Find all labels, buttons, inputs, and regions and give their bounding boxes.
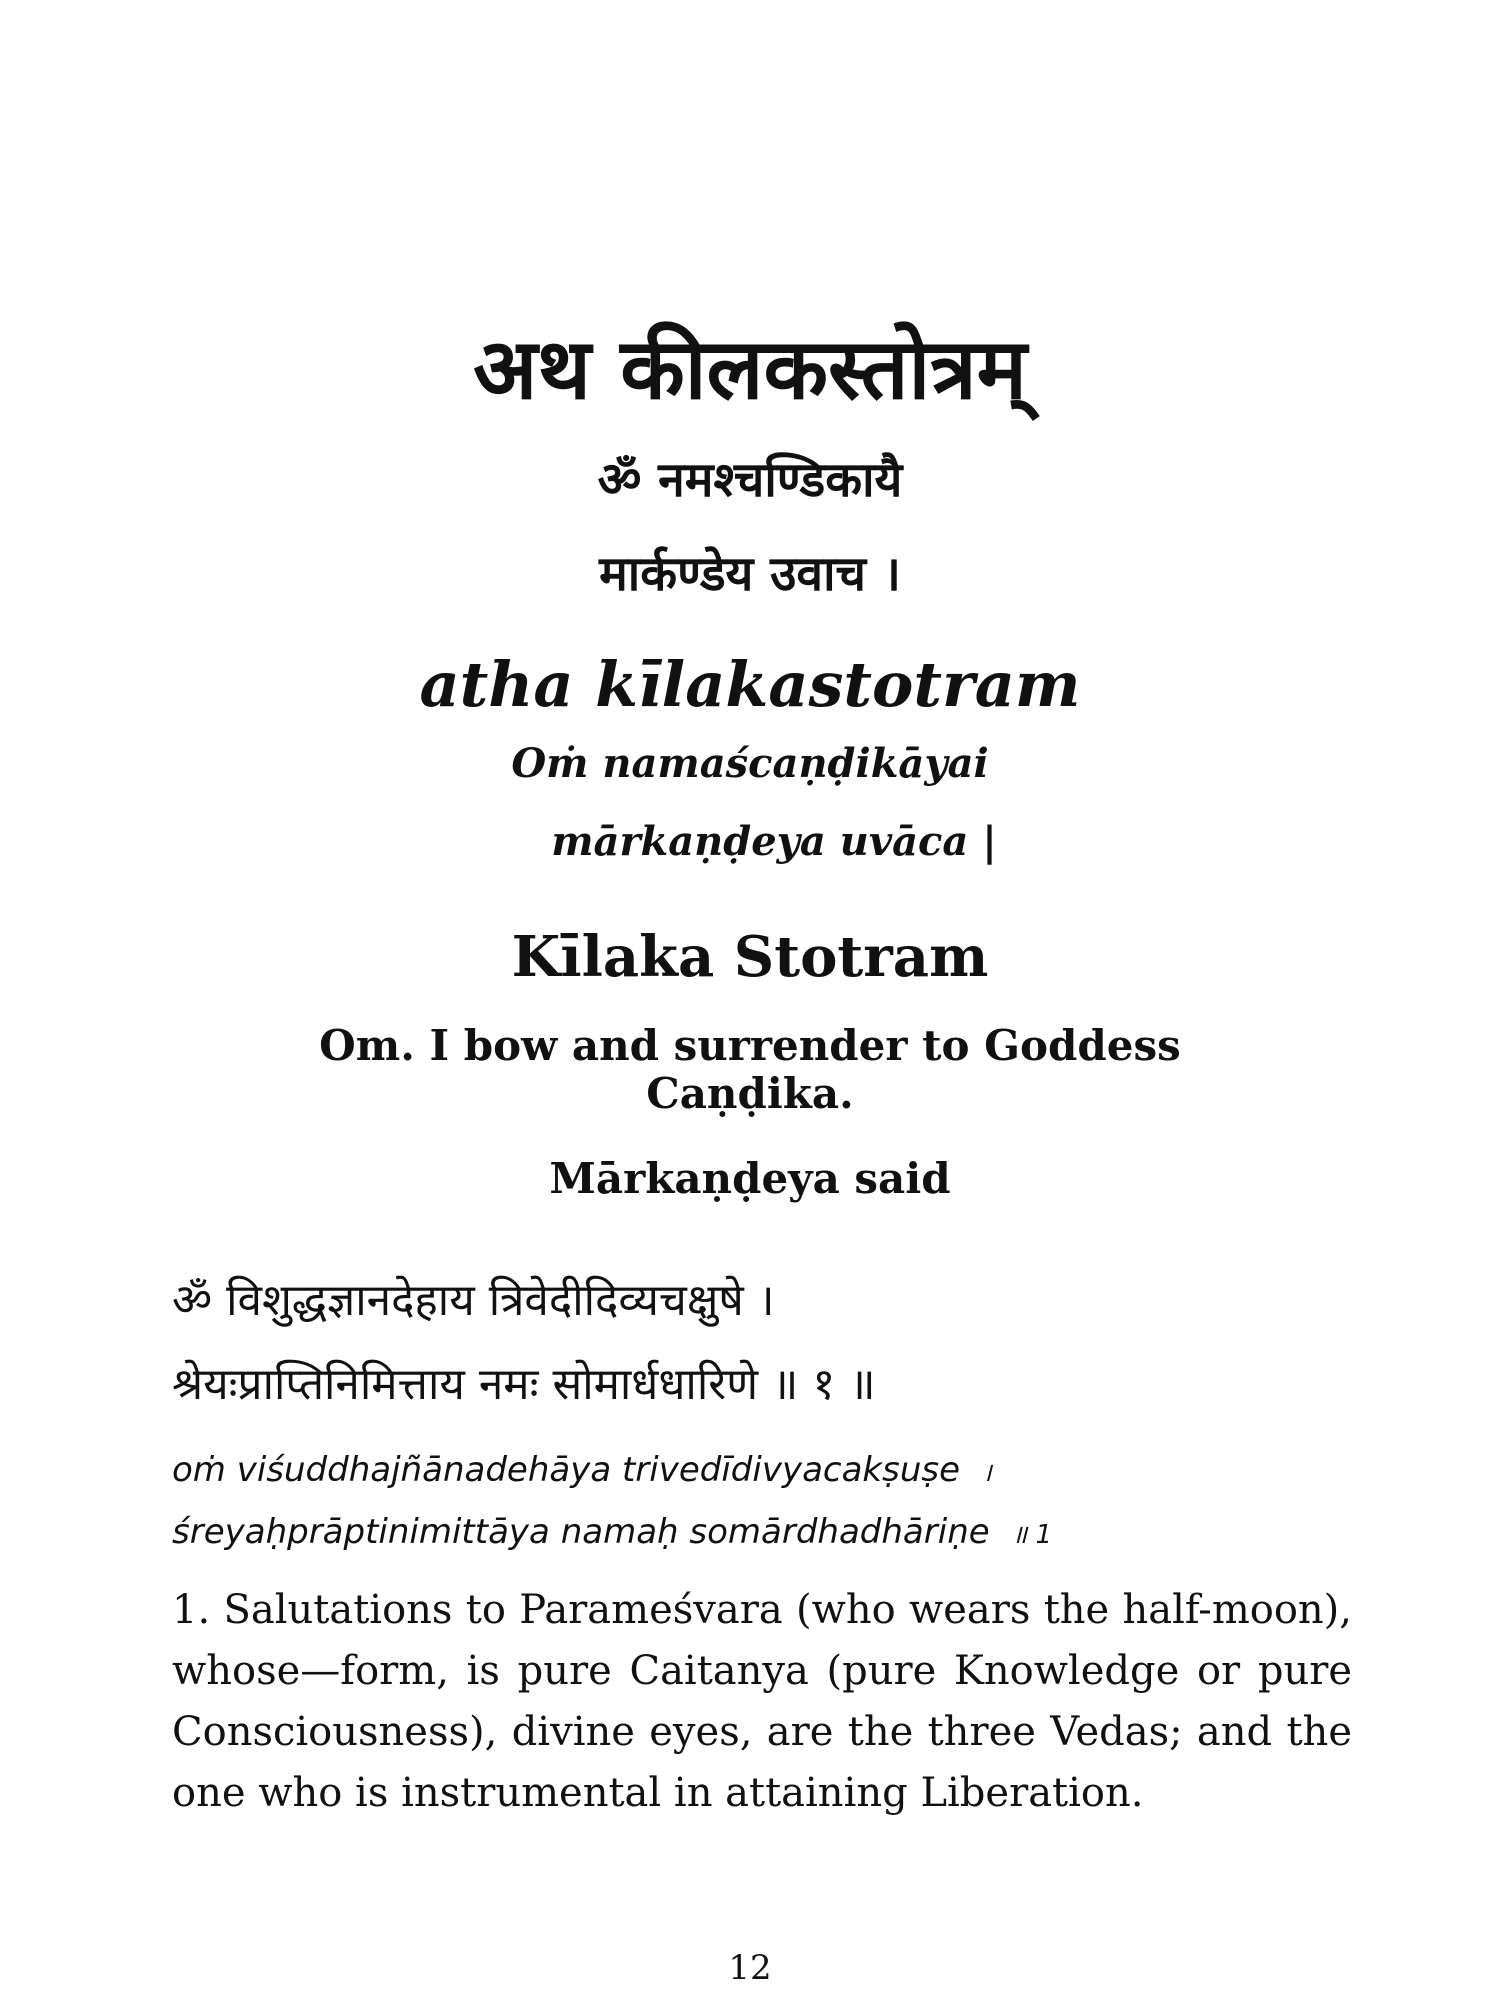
verse-danda-mark: ।: [982, 1458, 992, 1488]
devanagari-title: अथ कीलकस्तोत्रम्: [473, 320, 1027, 418]
verse-devanagari-line-2: श्रेयःप्राप्तिनिमित्ताय नमः सोमार्धधारिणे ॥ १ ॥: [172, 1359, 876, 1410]
verse-devanagari-line-1: ॐ विशुद्धज्ञानदेहाय त्रिवेदीदिव्यचक्षुषे ।: [172, 1275, 775, 1326]
verse-transliterated-line-2: [172, 1512, 1052, 1552]
verse-transliterated-line-1: [172, 1450, 992, 1490]
english-invocation: Om. I bow and surrender to Goddess Caṇḍika.: [319, 1021, 1181, 1118]
transliterated-invocation: Oṁ namaścaṇḍikāyai: [511, 740, 989, 787]
english-title: Kīlaka Stotram: [511, 924, 989, 990]
transliterated-title: atha kīlakastotram: [419, 648, 1081, 721]
english-speaker-line: Mārkaṇḍeya said: [549, 1154, 951, 1203]
transliterated-speaker-line: mārkaṇḍeya uvāca |: [551, 818, 997, 865]
devanagari-invocation: ॐ नमश्चण्डिकायै: [597, 452, 903, 508]
page-number: 12: [728, 1948, 772, 1988]
verse-translation: 1. Salutations to Parameśvara (who wears the half-moon), whose—form, is pure Caitanya (pure Knowledge or pure Consciousness), divine eyes, are the three Vedas; and the one who is instrumental in attaining Liberation.: [172, 1587, 1352, 1816]
devanagari-speaker-line: मार्कण्डेय उवाच ।: [599, 546, 901, 602]
verse-transliterated-line-1-text: oṁ viśuddhajñānadehāya trivedīdivyacakṣuṣe: [172, 1450, 961, 1490]
verse-transliterated-line-2-text: śreyaḥprāptinimittāya namaḥ somārdhadhāriṇe: [172, 1512, 990, 1552]
verse-number-mark: ॥ 1: [1011, 1520, 1053, 1550]
